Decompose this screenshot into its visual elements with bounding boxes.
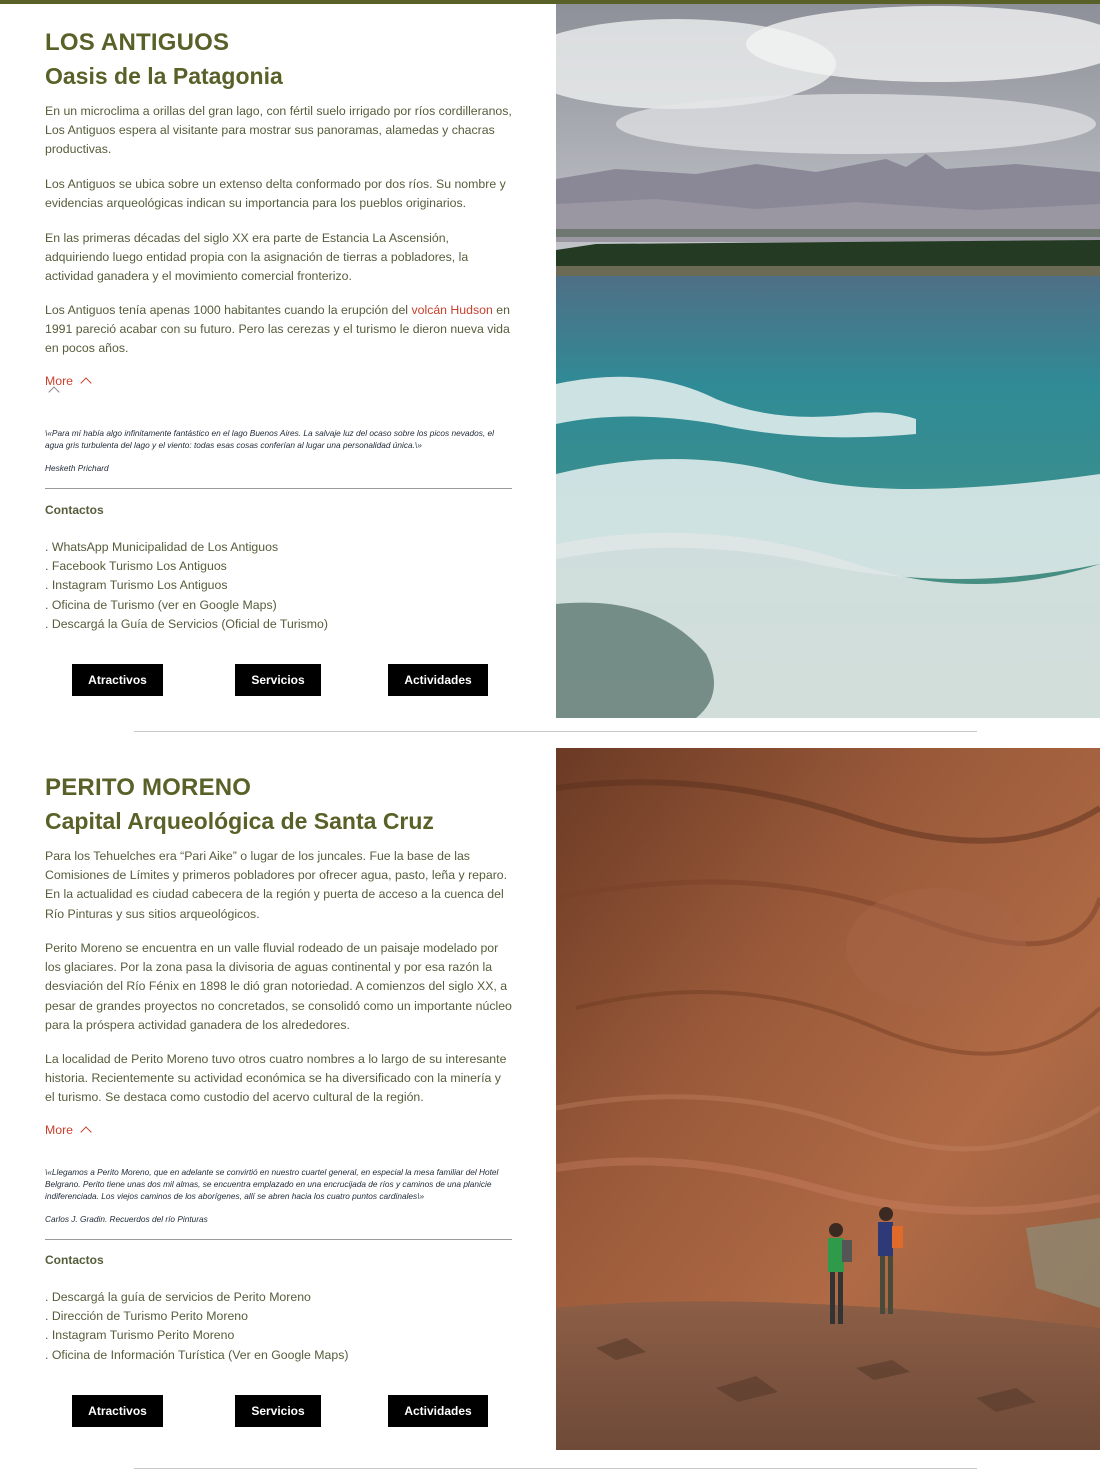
quote-text: \«Llegamos a Perito Moreno, que en adelante se convirtió en nuestro cuartel general, en especial la mesa familiar del Hotel Belgrano. Perito tiene unas dos mil almas, se encuentra emplazado en una encrucijada de ríos y caminos de una planicie indiferenciada. Los viejos caminos de los aborígenes, allí se abren hacia los cuatro puntos cardinales\» xyxy=(45,1167,499,1201)
contact-link-facebook[interactable]: . Facebook Turismo Los Antiguos xyxy=(45,559,227,574)
more-toggle[interactable] xyxy=(45,1123,90,1137)
paragraph: Perito Moreno se encuentra en un valle fluvial rodeado de un paisaje modelado por los glaciares. Por la zona pasa la divisoria de aguas continental y por esa razón la desviación del Río Fénix en 1898 le dió gran notoriedad. A comienzos del siglo XX, a pesar de grandes proyectos no concretados, se consolidó como un importante núcleo para la próspera actividad ganadera de los alrededores. xyxy=(45,941,512,1032)
servicios-button[interactable]: Servicios xyxy=(235,664,321,696)
lake-waves-image xyxy=(556,4,1100,718)
divider xyxy=(45,488,512,489)
section-divider xyxy=(134,1468,977,1469)
more-toggle[interactable] xyxy=(45,374,90,388)
section-divider xyxy=(134,731,977,732)
paragraph xyxy=(45,301,512,359)
chevron-up-icon xyxy=(80,377,91,388)
paragraph: En un microclima a orillas del gran lago, con fértil suelo irrigado por ríos cordilleranos, Los Antiguos espera al visitante para mostrar sus panoramas, alamedas y chacras productivas. xyxy=(45,104,512,157)
contact-link-instagram[interactable]: . Instagram Turismo Los Antiguos xyxy=(45,578,228,593)
contact-link-office-map[interactable]: . Oficina de Información Turística (Ver en Google Maps) xyxy=(45,1347,349,1362)
atractivos-button[interactable]: Atractivos xyxy=(72,664,163,696)
atractivos-button[interactable]: Atractivos xyxy=(72,1395,163,1427)
lake-waves-photo xyxy=(556,4,1100,718)
contact-link-tourism-direction[interactable]: . Dirección de Turismo Perito Moreno xyxy=(45,1309,248,1324)
volcan-hudson-link[interactable]: volcán Hudson xyxy=(411,303,493,317)
contact-link-guide-download[interactable]: . Descargá la Guía de Servicios (Oficial de Turismo) xyxy=(45,616,328,631)
actividades-button[interactable]: Actividades xyxy=(388,1395,488,1427)
section-subtitle: Oasis de la Patagonia xyxy=(45,63,283,89)
contact-link-whatsapp[interactable]: . WhatsApp Municipalidad de Los Antiguos xyxy=(45,540,279,554)
contacts-list xyxy=(45,538,328,634)
quote-text: \«Para mí había algo infinitamente fantástico en el lago Buenos Aires. La salvaje luz del ocaso sobre los picos nevados, el agua gris turbulenta del lago y el viento: todas esas cosas conferían al lugar una personalidad única.\» xyxy=(45,428,494,450)
contact-link-office-map[interactable]: . Oficina de Turismo (ver en Google Maps) xyxy=(45,597,277,612)
chevron-up-icon xyxy=(80,1126,91,1137)
rock-cave-hikers-photo xyxy=(556,748,1100,1450)
quote-author: Hesketh Prichard xyxy=(45,463,109,473)
paragraph-text: Los Antiguos tenía apenas 1000 habitantes cuando la erupción del xyxy=(45,303,412,317)
section-los-antiguos xyxy=(0,4,1100,718)
paragraph-text: en 1991 pareció acabar con su futuro. Pero las cerezas y el turismo le dieron nueva vida en pocos años. xyxy=(45,303,510,356)
chevron-up-icon xyxy=(48,386,59,397)
more-label: More xyxy=(45,374,74,388)
contact-link-guide-download[interactable]: . Descargá la guía de servicios de Perito Moreno xyxy=(45,1290,311,1304)
contacts-list xyxy=(45,1288,348,1365)
section-perito-moreno xyxy=(0,748,1100,1450)
actividades-button[interactable]: Actividades xyxy=(388,664,488,696)
contacts-heading: Contactos xyxy=(45,503,104,517)
contacts-heading: Contactos xyxy=(45,1253,104,1267)
divider xyxy=(45,1239,512,1240)
quote-author: Carlos J. Gradin. Recuerdos del río Pinturas xyxy=(45,1214,208,1224)
servicios-button[interactable]: Servicios xyxy=(235,1395,321,1427)
section-title: LOS ANTIGUOS xyxy=(45,29,230,56)
paragraph: En las primeras décadas del siglo XX era parte de Estancia La Ascensión, adquiriendo luego entidad propia con la asignación de tierras a pobladores, la actividad ganadera y el movimiento comercial fronterizo. xyxy=(45,231,469,284)
more-label: More xyxy=(45,1123,74,1137)
rock-cave-image xyxy=(556,748,1100,1450)
paragraph: La localidad de Perito Moreno tuvo otros cuatro nombres a lo largo de su interesante historia. Recientemente su actividad económica se ha diversificado con la minería y el turismo. Se destaca como custodio del acervo cultural de la región. xyxy=(45,1052,507,1105)
section-subtitle: Capital Arqueológica de Santa Cruz xyxy=(45,808,434,834)
paragraph: Para los Tehuelches era “Pari Aike” o lugar de los juncales. Fue la base de las Comisiones de Límites y primeros pobladores por ofrecer agua, pasto, leña y reparo. En la actualidad es ciudad cabecera de la región y puerta de acceso a la cuenca del Río Pinturas y sus sitios arqueológicos. xyxy=(45,849,508,921)
paragraph: Los Antiguos se ubica sobre un extenso delta conformado por dos ríos. Su nombre y evidencias arqueológicas indican su importancia para los pueblos originarios. xyxy=(45,177,506,211)
section-title: PERITO MORENO xyxy=(45,774,252,801)
contact-link-instagram[interactable]: . Instagram Turismo Perito Moreno xyxy=(45,1328,235,1343)
